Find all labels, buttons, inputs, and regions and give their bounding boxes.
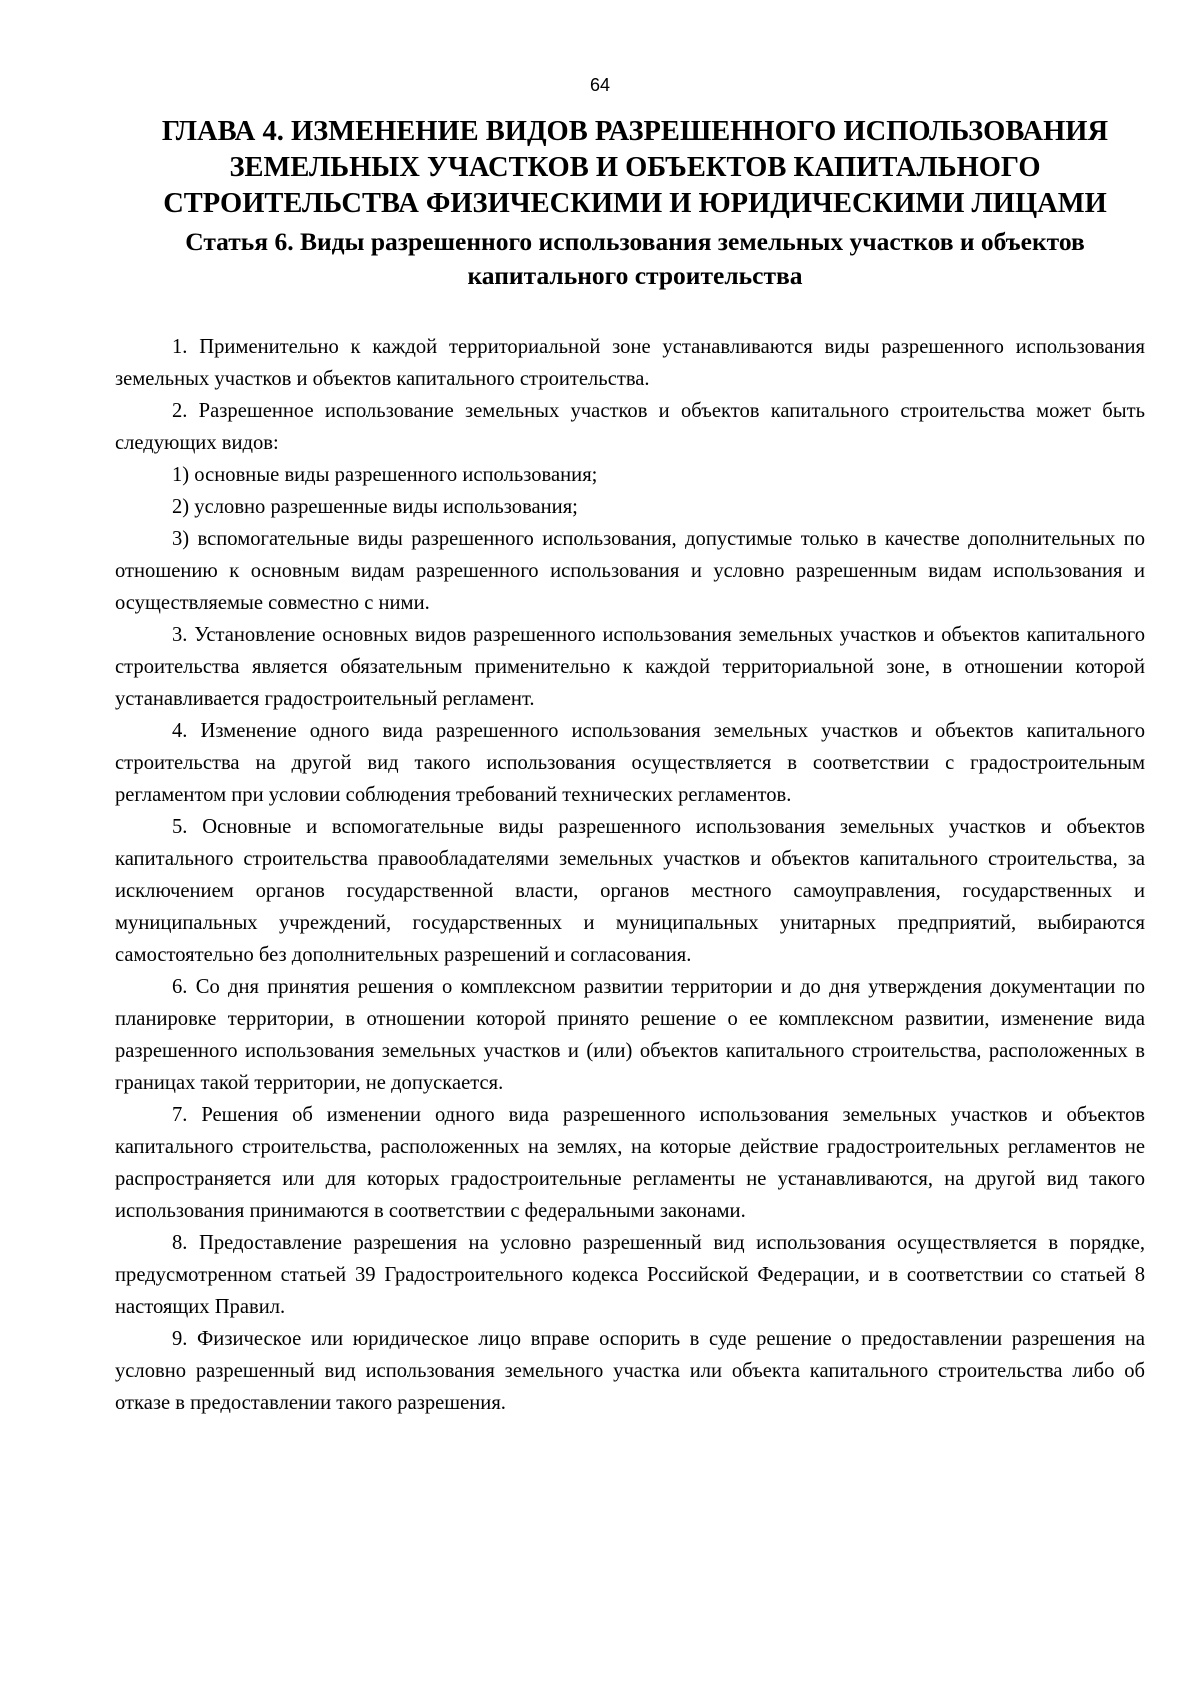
paragraph-8: 8. Предоставление разрешения на условно разрешенный вид использования осуществляется в порядке, предусмотренном статьей 39 Градостроительного кодекса Российской Федерации, и в соответствии со статьей 8 настоящих Правил. — [115, 1232, 1145, 1318]
chapter-title: ГЛАВА 4. ИЗМЕНЕНИЕ ВИДОВ РАЗРЕШЕННОГО ИСПОЛЬЗОВАНИЯ ЗЕМЕЛЬНЫХ УЧАСТКОВ И ОБЪЕКТОВ КАПИТАЛЬНОГО СТРОИТЕЛЬСТВА ФИЗИЧЕСКИМИ И ЮРИДИЧЕСКИМИ ЛИЦАМИ — [161, 116, 1109, 219]
paragraph-4: 4. Изменение одного вида разрешенного использования земельных участков и объектов капитального строительства на другой вид такого использования осуществляется в соответствии с градостроительным регламентом при условии соблюдения требований технических регламентов. — [115, 720, 1145, 806]
paragraph-1: 1. Применительно к каждой территориальной зоне устанавливаются виды разрешенного использования земельных участков и объектов капитального строительства. — [115, 336, 1145, 390]
paragraph-2: 2. Разрешенное использование земельных участков и объектов капитального строительства может быть следующих видов: — [115, 400, 1145, 454]
page-number: 64 — [589, 75, 611, 95]
list-item-auxiliary-types: 3) вспомогательные виды разрешенного использования, допустимые только в качестве дополнительных по отношению к основным видам разрешенного использования и условно разрешенным видам использования и осуществляемые совместно с ними. — [115, 528, 1145, 614]
list-item-main-types: 1) основные виды разрешенного использования; — [172, 464, 598, 486]
list-item-conditional-types: 2) условно разрешенные виды использования; — [172, 496, 578, 518]
paragraph-6: 6. Со дня принятия решения о комплексном развитии территории и до дня утверждения документации по планировке территории, в отношении которой принято решение о ее комплексном развитии, изменение вида разрешенного использования земельных участков и (или) объектов капитального строительства, расположенных в границах такой территории, не допускается. — [115, 976, 1145, 1094]
paragraph-3: 3. Установление основных видов разрешенного использования земельных участков и объектов капитального строительства является обязательным применительно к каждой территориальной зоне, в отношении которой устанавливается градостроительный регламент. — [115, 624, 1145, 710]
paragraph-5: 5. Основные и вспомогательные виды разрешенного использования земельных участков и объектов капитального строительства правообладателями земельных участков и объектов капитального строительства, за исключением органов государственной власти, органов местного самоуправления, государственных и муниципальных учреждений, государственных и муниципальных унитарных предприятий, выбираются самостоятельно без дополнительных разрешений и согласования. — [115, 816, 1145, 966]
article-body — [115, 331, 1145, 1419]
article-title: Статья 6. Виды разрешенного использования земельных участков и объектов капитального строительства — [185, 227, 1085, 290]
paragraph-7: 7. Решения об изменении одного вида разрешенного использования земельных участков и объектов капитального строительства, расположенных на землях, на которые действие градостроительных регламентов не распространяется или для которых градостроительные регламенты не устанавливаются, на другой вид такого использования принимаются в соответствии с федеральными законами. — [115, 1104, 1145, 1222]
paragraph-9: 9. Физическое или юридическое лицо вправе оспорить в суде решение о предоставлении разрешения на условно разрешенный вид использования земельного участка или объекта капитального строительства либо об отказе в предоставлении такого разрешения. — [115, 1328, 1145, 1414]
